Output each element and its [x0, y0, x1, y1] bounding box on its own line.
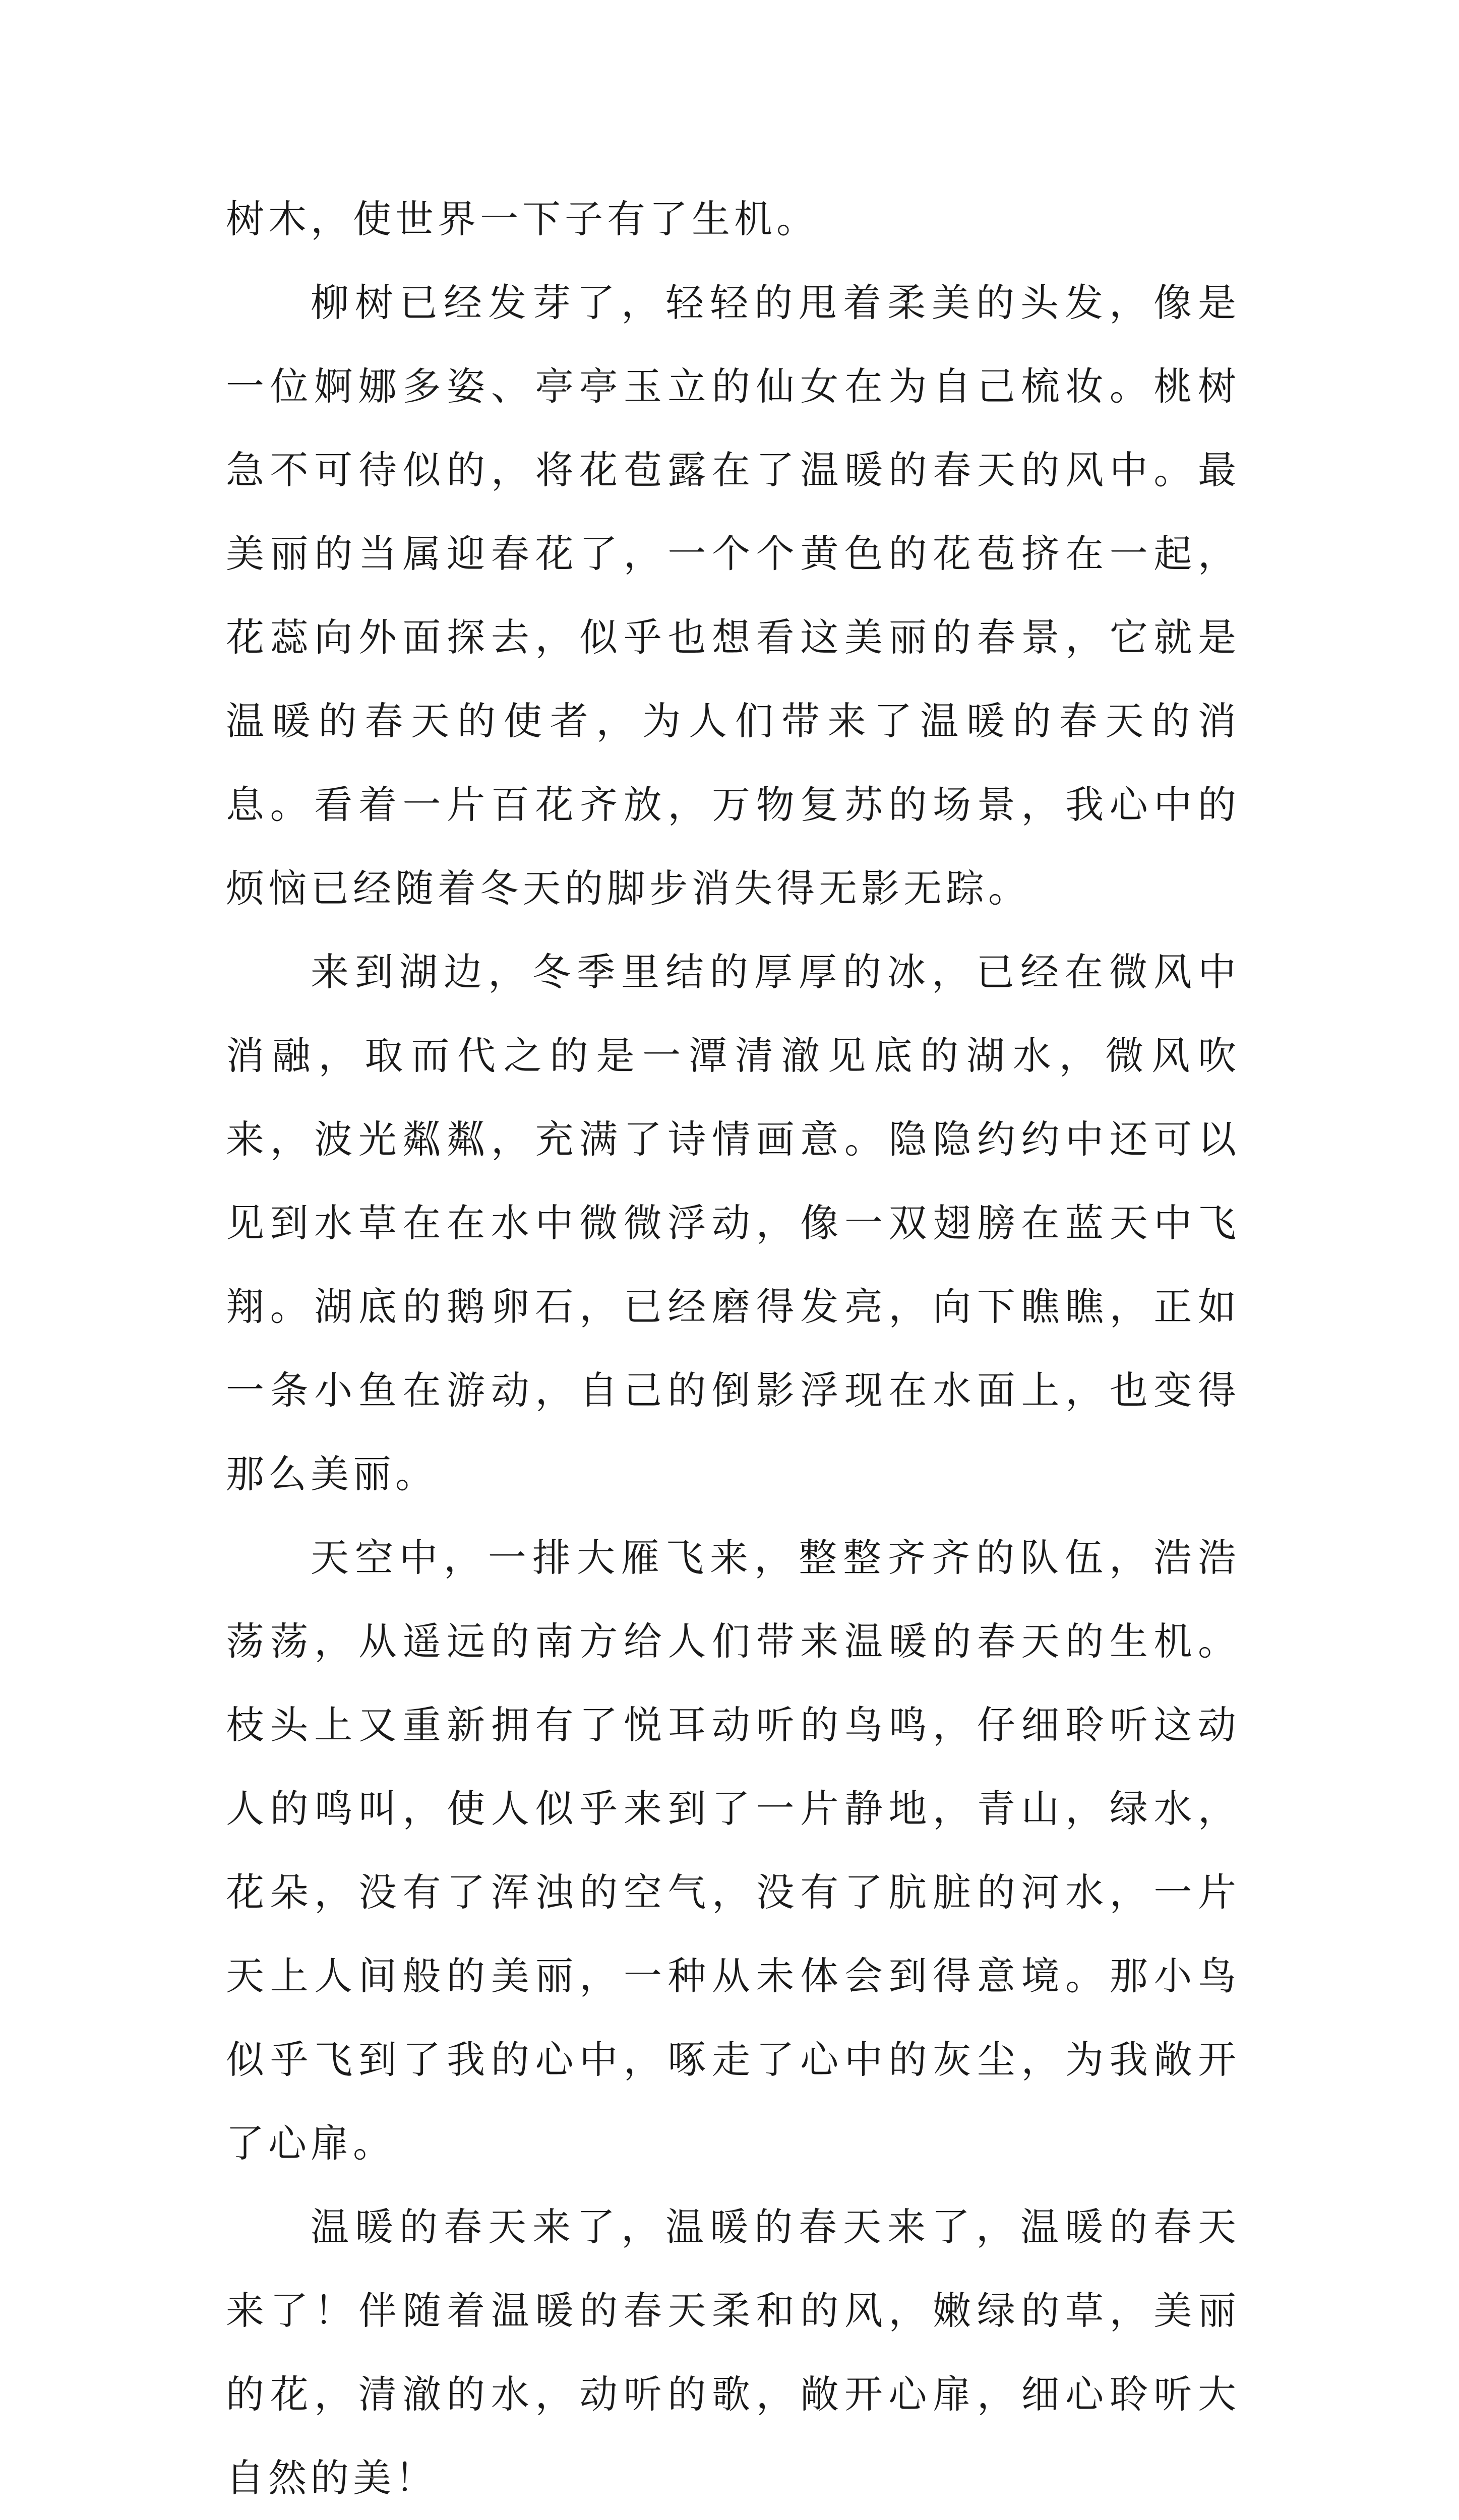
paragraph-continuation: 树木，使世界一下子有了生机。	[226, 197, 819, 241]
essay-body	[226, 177, 1240, 2520]
paragraph-lakeside: 来到湖边，冬季里结的厚厚的冰，已经在微风中消融，取而代之的是一潭清澈见底的湖水，微风吹来，波光粼粼，充满了诗情画意。隐隐约约中还可以见到水草在在水中微微浮动，像一双翅膀在蓝天中飞翔。湖底的鹅卵石，已经磨得发亮，向下瞧瞧，正如一条小鱼在游动，自己的倒影浮现在水面上，也变得那么美丽。	[226, 950, 1240, 1496]
paragraph-willow-peach-jasmine: 柳树已经发芽了，轻轻的甩着柔美的头发，像是一位婀娜多姿、亭亭玉立的仙女在为自己梳妆。桃树急不可待似的，将花苞露在了温暖的春天的风中。最美丽的当属迎春花了，一个个黄色的花苞挤在一起，花蕊向外面探去，似乎也想看这美丽的春景，它就是温暖的春天的使者，为人们带来了温暖的春天的消息。看着一片百花齐放，万物复苏的场景，我心中的烦恼已经随着冬天的脚步消失得无影无踪。	[226, 280, 1240, 911]
paragraph-wild-geese-birdsong: 天空中，一排大雁飞来，整整齐齐的队伍，浩浩荡荡，从遥远的南方给人们带来温暖的春天的生机。枝头上又重新拥有了悦耳动听的鸟鸣，仔细聆听这动人的鸣叫，使人似乎来到了一片静地，青山，绿水，花朵，没有了浑浊的空气，没有了肮脏的河水，一片天上人间般的美丽，一种从未体会到得意境。那小鸟似乎飞到了我的心中，啄走了心中的灰尘，为我敞开了心扉。	[226, 1535, 1240, 2166]
paragraph-conclusion: 温暖的春天来了，温暖的春天来了，温暖的春天来了！伴随着温暖的春天柔和的风，嫩绿的草，美丽的花，清澈的水，动听的歌，敞开心扉，细心聆听大自然的美！	[226, 2204, 1240, 2500]
